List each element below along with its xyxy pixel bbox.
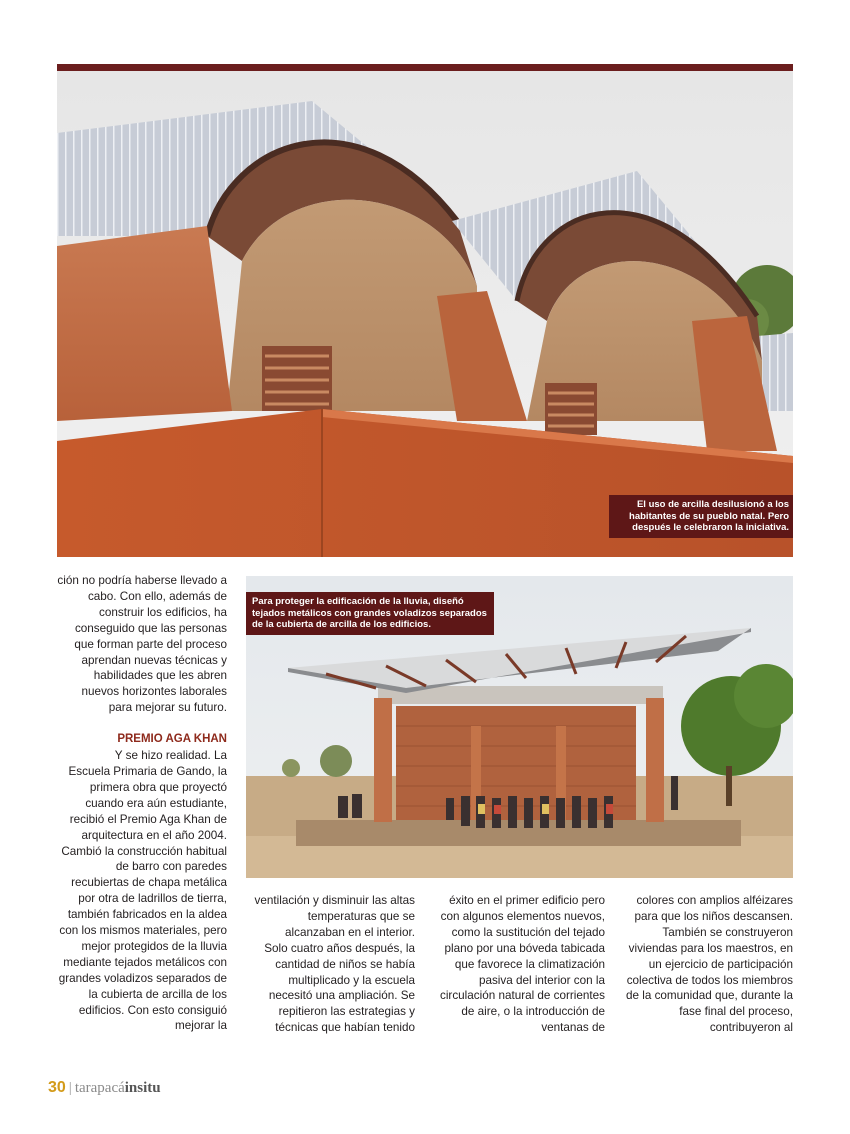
magazine-name-part1: tarapacá bbox=[74, 1080, 125, 1096]
photo-clay-vaults-image bbox=[57, 71, 793, 557]
magazine-name-part2: insitu bbox=[124, 1080, 161, 1096]
photo-caption: Para proteger la edificación de la lluvia, diseñó tejados metálicos con grandes voladizos separados de la cubierta de arcilla de los edificios. bbox=[246, 592, 494, 635]
paragraph: Y se hizo realidad. La Escuela Primaria de Gando, la primera obra que proyectó cuando era aún estudiante, recibió el Premio Aga Khan de arquitectura en el año 2004. Cambió la construcción habitual de barro con paredes recubiertas de chapa metálica por otra de ladrillos de tierra, también fabricados en la aldea con los mismos materiales, pero mejor protegidos de la lluvia mediante tejados metálicos con grandes voladizos separados de la cubierta de arcilla de los edificios. Con esto consiguió mejorar la bbox=[58, 749, 227, 1033]
page-footer bbox=[48, 1079, 161, 1097]
text-column-3 bbox=[434, 893, 605, 1036]
photo-gando-school bbox=[246, 576, 793, 878]
text-column-left bbox=[57, 573, 227, 1034]
top-rule bbox=[57, 64, 793, 71]
footer-separator: | bbox=[68, 1080, 72, 1096]
paragraph: éxito en el primer edificio pero con algunos elementos nuevos, como la sustitución del tejado plano por una bóveda tabicada que favorece la climatización pasiva del interior con la circulación natural de corrientes de aire, o la introducción de ventanas de bbox=[439, 894, 605, 1035]
paragraph: colores con amplios alféizares para que los niños descansen. bbox=[634, 894, 793, 923]
paragraph: ción no podría haberse llevado a cabo. Con ello, además de construir los edificios, ha conseguido que las personas que forman parte del proceso aprendan nuevas técnicas y habilidades que les abren nuevos horizontes laborales para mejorar su futuro. bbox=[57, 574, 227, 715]
page-number: 30 bbox=[48, 1079, 66, 1096]
section-heading: PREMIO AGA KHAN bbox=[117, 733, 227, 746]
text-column-4 bbox=[623, 893, 793, 1036]
photo-caption: El uso de arcilla desilusionó a los habitantes de su pueblo natal. Pero después le celebraron la iniciativa. bbox=[609, 495, 793, 538]
paragraph: También se construyeron viviendas para los maestros, en un ejercicio de participación colectiva de todos los miembros de la comunidad que, durante la fase final del proceso, contribuyeron al bbox=[626, 925, 793, 1035]
photo-clay-vaults bbox=[57, 71, 793, 557]
paragraph: Solo cuatro años después, la cantidad de niños se había multiplicado y la escuela necesitó una ampliación. Se repitieron las estrategias y técnicas que habían tenido bbox=[264, 941, 415, 1035]
text-column-2 bbox=[246, 893, 415, 1036]
paragraph: ventilación y disminuir las altas temperaturas que se alcanzaban en el interior. bbox=[254, 894, 415, 939]
